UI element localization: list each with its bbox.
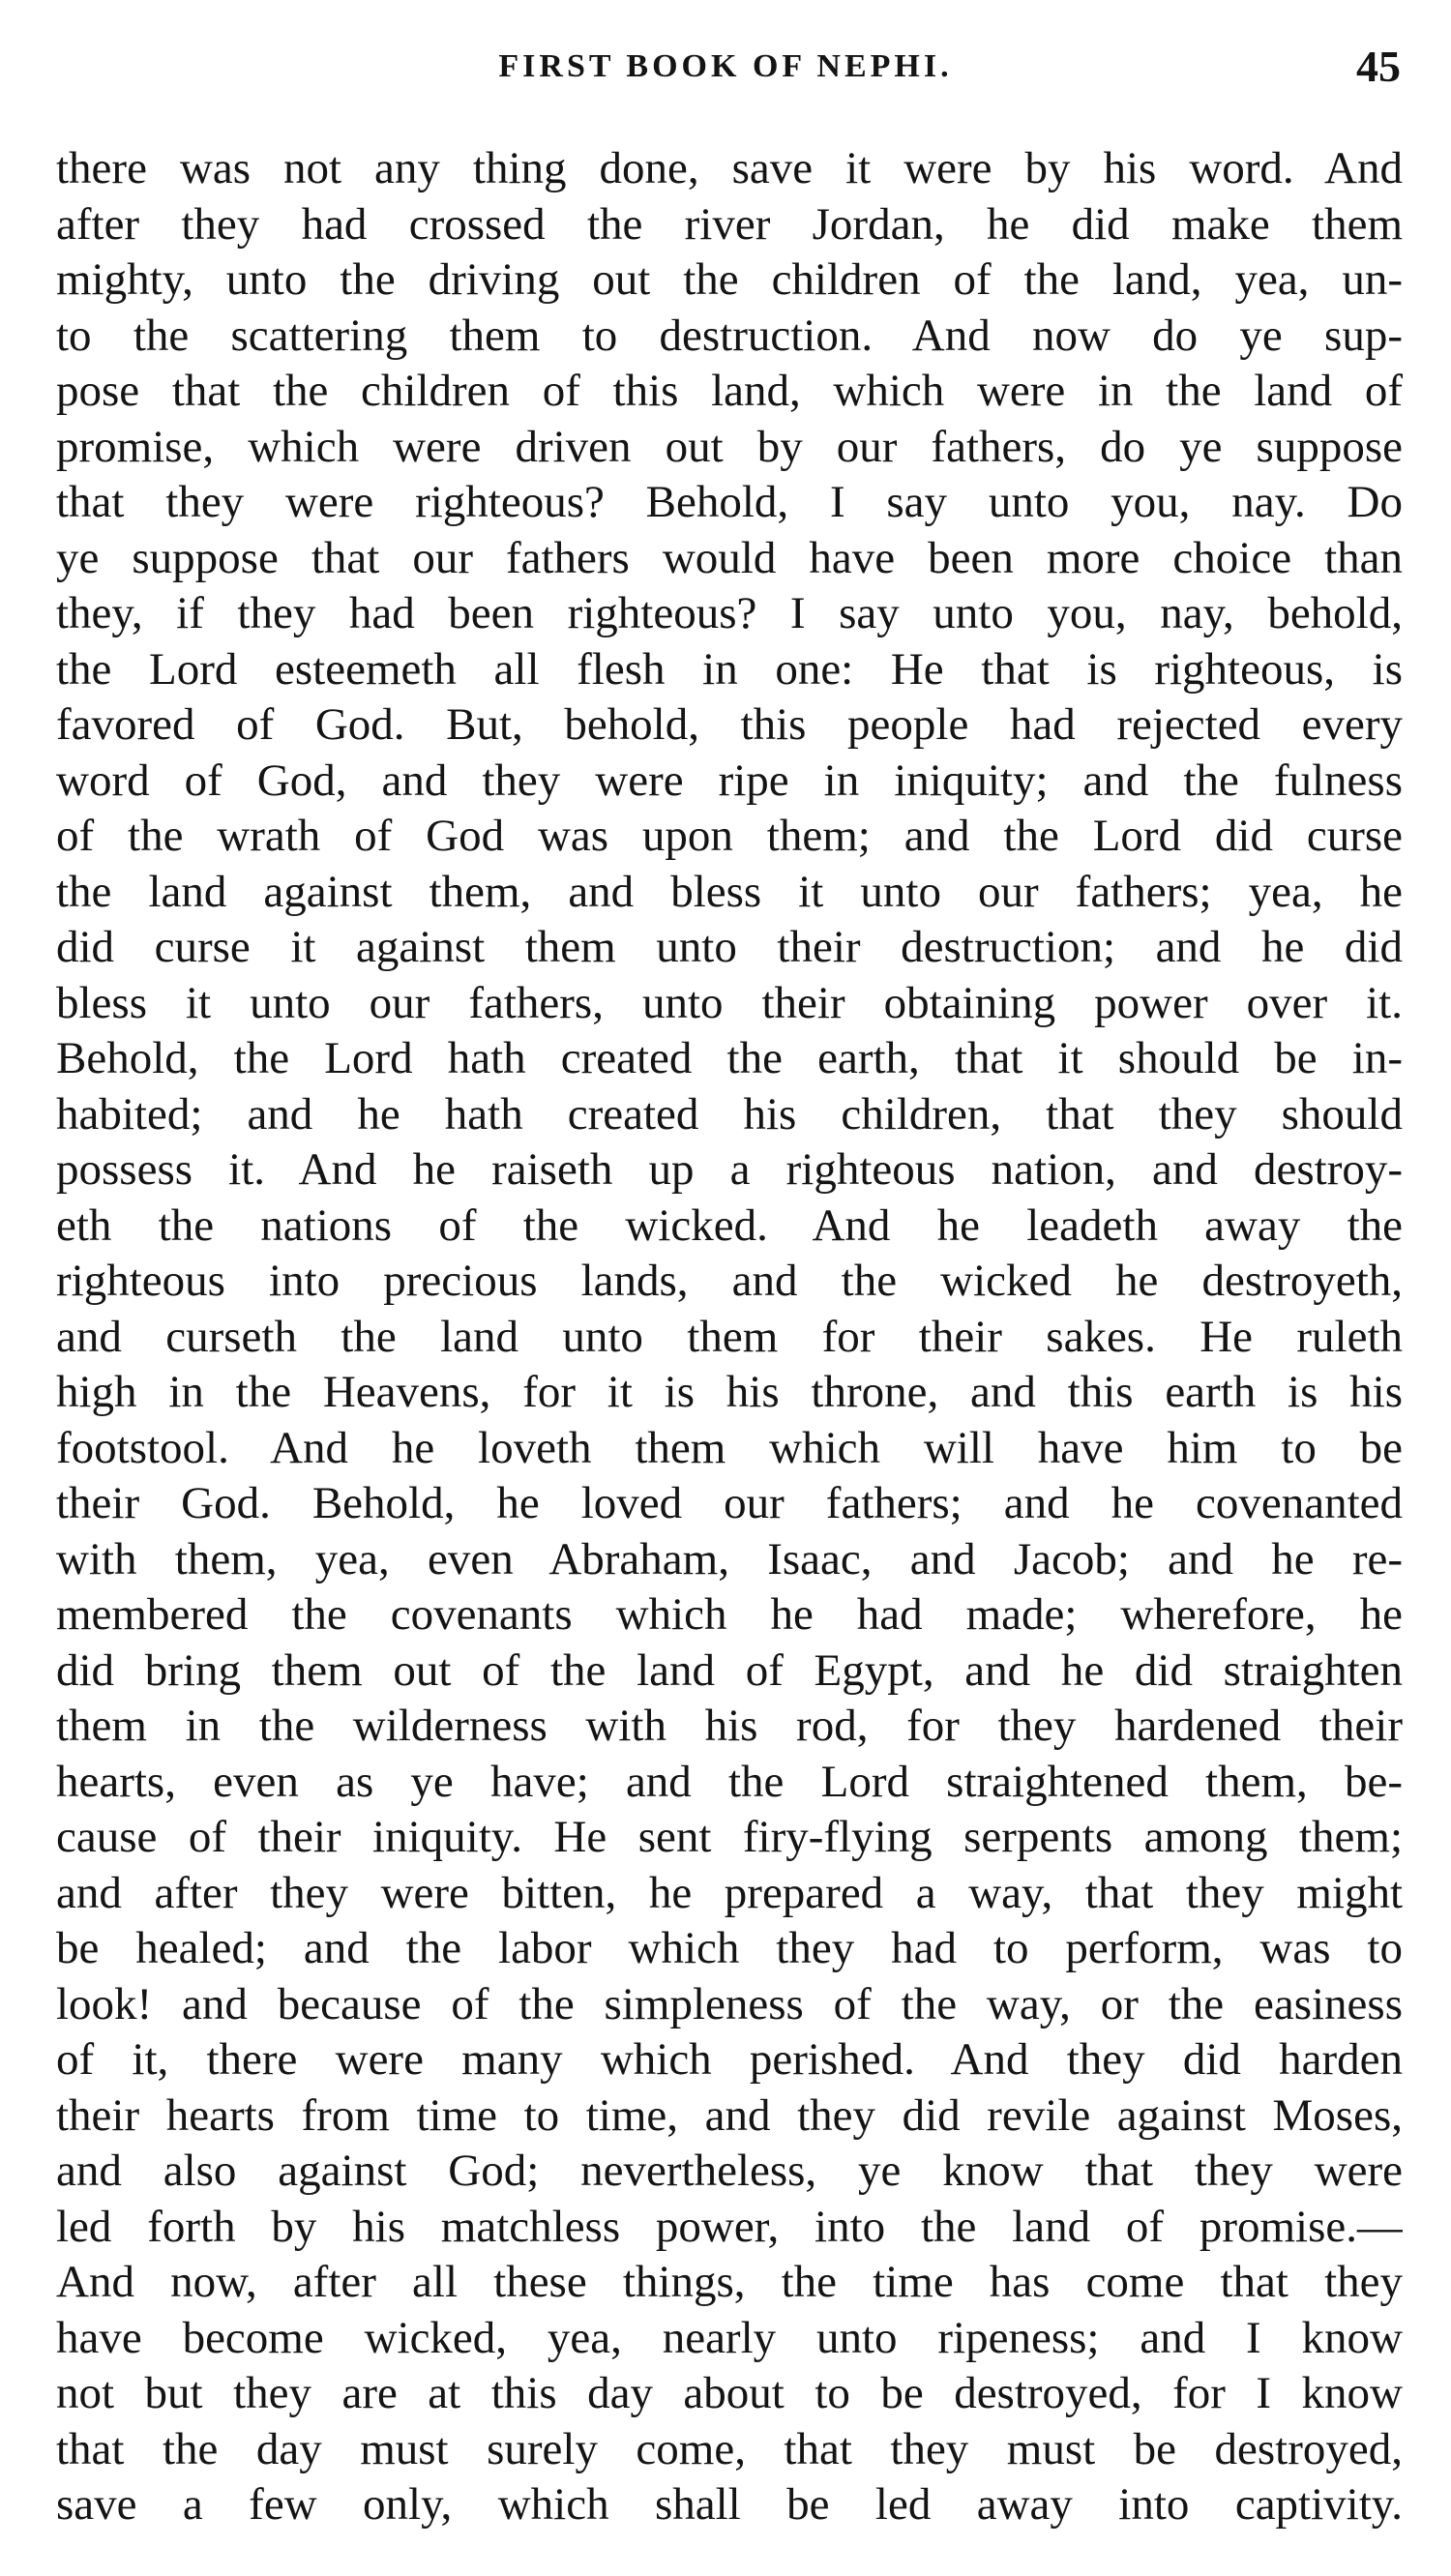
text-line: with them, yea, even Abraham, Isaac, and Jacob; and he re- [56,1533,1403,1584]
body-text [56,141,1403,2533]
text-line: have become wicked, yea, nearly unto ripeness; and I know [56,2312,1403,2363]
text-line: of it, there were many which perished. And they did harden [56,2034,1403,2085]
text-line: save a few only, which shall be led away into captivity. [56,2479,1403,2530]
text-line: that they were righteous? Behold, I say unto you, nay. Do [56,477,1403,527]
text-line: high in the Heavens, for it is his throne, and this earth is his [56,1367,1403,1417]
text-line: that the day must surely come, that they must be destroyed, [56,2423,1403,2474]
text-line: habited; and he hath created his children, that they should [56,1088,1403,1140]
text-line: after they had crossed the river Jordan, he did make them [56,198,1403,250]
running-head [0,41,1451,99]
text-line: led forth by his matchless power, into the land of promise.— [56,2201,1403,2252]
text-line: and also against God; nevertheless, ye know that they were [56,2146,1403,2196]
text-line: cause of their iniquity. He sent firy-flying serpents among them; [56,1812,1403,1862]
text-line: footstool. And he loveth them which will have him to be [56,1422,1403,1473]
page-number: 45 [1356,42,1401,91]
text-line: membered the covenants which he had made; wherefore, he [56,1589,1403,1640]
text-line: did bring them out of the land of Egypt, and he did straighten [56,1644,1403,1696]
text-line: the land against them, and bless it unto our fathers; yea, he [56,866,1403,917]
text-line: Behold, the Lord hath created the earth, that it should be in- [56,1033,1403,1083]
running-title: FIRST BOOK OF NEPHI. [498,48,953,84]
text-line: to the scattering them to destruction. And now do ye sup- [56,310,1403,361]
text-line: eth the nations of the wicked. And he leadeth away the [56,1199,1403,1251]
text-line: their hearts from time to time, and they did revile against Moses, [56,2089,1403,2141]
text-line: them in the wilderness with his rod, for they hardened their [56,1701,1403,1751]
text-line: bless it unto our fathers, unto their obtaining power over it. [56,977,1403,1028]
text-line: ye suppose that our fathers would have been more choice than [56,532,1403,583]
text-line: look! and because of the simpleness of the way, or the easiness [56,1978,1403,2029]
text-line: the Lord esteemeth all flesh in one: He that is righteous, is [56,643,1403,695]
text-line: favored of God. But, behold, this people had rejected every [56,699,1403,750]
text-line: of the wrath of God was upon them; and the Lord did curse [56,811,1403,861]
text-line: and after they were bitten, he prepared a way, that they might [56,1867,1403,1918]
text-line: there was not any thing done, save it were by his word. And [56,143,1403,193]
text-line: be healed; and the labor which they had to perform, was to [56,1923,1403,1973]
text-line: And now, after all these things, the time has come that they [56,2257,1403,2307]
text-line: promise, which were driven out by our fathers, do ye suppose [56,421,1403,472]
text-line: hearts, even as ye have; and the Lord straightened them, be- [56,1756,1403,1807]
text-line: possess it. And he raiseth up a righteous nation, and destroy- [56,1144,1403,1195]
text-line: did curse it against them unto their destruction; and he did [56,922,1403,972]
text-line: not but they are at this day about to be destroyed, for I know [56,2368,1403,2418]
text-line: their God. Behold, he loved our fathers; and he covenanted [56,1478,1403,1528]
text-line: mighty, unto the driving out the children of the land, yea, un- [56,254,1403,305]
text-line: righteous into precious lands, and the wicked he destroyeth, [56,1256,1403,1306]
text-line: pose that the children of this land, which were in the land of [56,366,1403,416]
text-line: they, if they had been righteous? I say unto you, nay, behold, [56,588,1403,638]
text-line: word of God, and they were ripe in iniquity; and the fulness [56,755,1403,806]
text-line: and curseth the land unto them for their sakes. He ruleth [56,1311,1403,1362]
